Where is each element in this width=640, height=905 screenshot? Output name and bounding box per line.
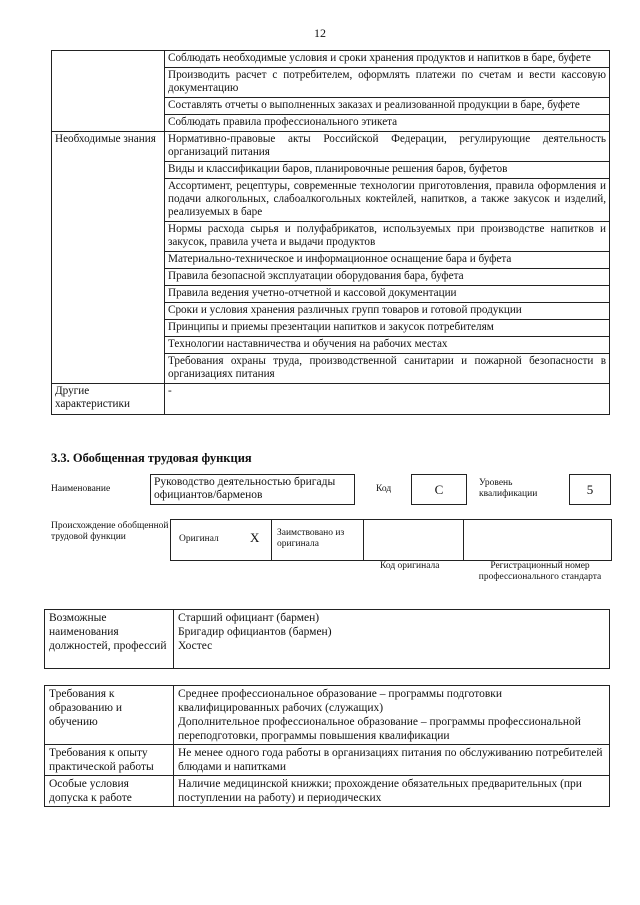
other-characteristics-label: Другие характеристики <box>52 384 165 415</box>
positions-table <box>44 609 610 669</box>
other-characteristics-value: - <box>165 384 610 415</box>
knowledge-label: Необходимые знания <box>52 132 165 384</box>
knowledge-row: Виды и классификации баров, планировочные решения баров, буфетов <box>165 162 610 179</box>
divider <box>463 520 464 560</box>
knowledge-row: Нормативно-правовые акты Российской Федерации, регулирующие деятельность организаций питания <box>165 132 610 162</box>
divider <box>363 520 364 560</box>
experience-label: Требования к опыту практической работы <box>45 745 174 776</box>
empty-label-cell <box>52 51 165 132</box>
skill-row: Составлять отчеты о выполненных заказах и реализованной продукции в баре, буфете <box>165 98 610 115</box>
education-line: Среднее профессиональное образование – программы подготовки квалифицированных рабочих (служащих) <box>178 688 503 714</box>
code-label: Код <box>376 484 392 494</box>
skills-knowledge-table <box>51 50 610 415</box>
level-label: Уровень квалификации <box>479 478 538 499</box>
admission-value: Наличие медицинской книжки; прохождение обязательных предварительных (при поступлении на работу) и периодических <box>174 776 610 807</box>
page-number: 12 <box>314 26 326 40</box>
origin-box <box>170 519 612 561</box>
position-item: Хостес <box>178 640 213 652</box>
position-item: Старший официант (бармен) <box>178 612 320 624</box>
name-value: Руководство деятельностью бригады официантов/барменов <box>150 474 355 505</box>
reg-number-label: Регистрационный номер профессионального стандарта <box>478 561 602 582</box>
positions-values <box>174 610 610 669</box>
knowledge-row: Материально-техническое и информационное оснащение бара и буфета <box>165 252 610 269</box>
original-mark: X <box>250 530 260 545</box>
knowledge-row: Требования охраны труда, производственной санитарии и пожарной безопасности в организациях питания <box>165 354 610 384</box>
position-item: Бригадир официантов (бармен) <box>178 626 332 638</box>
name-label: Наименование <box>51 484 111 494</box>
positions-label: Возможные наименования должностей, профессий <box>45 610 174 669</box>
requirements-table <box>44 685 610 807</box>
origin-label: Происхождение обобщенной трудовой функции <box>51 521 169 542</box>
knowledge-row: Ассортимент, рецептуры, современные технологии приготовления, правила оформления и подачи алкогольных, слабоалкогольных коктейлей, напитков, а также закусок и изделий, реализуемых в баре <box>165 179 610 222</box>
borrowed-label: Заимствовано из оригинала <box>277 528 345 549</box>
skill-row: Соблюдать правила профессионального этикета <box>165 115 610 132</box>
education-line: Дополнительное профессиональное образование – программы профессиональной переподготовки, программы повышения квалификации <box>178 716 581 742</box>
level-value: 5 <box>569 474 611 505</box>
knowledge-row: Принципы и приемы презентации напитков и закусок потребителям <box>165 320 610 337</box>
education-label: Требования к образованию и обучению <box>45 686 174 745</box>
education-value <box>174 686 610 745</box>
code-original-label: Код оригинала <box>380 561 440 571</box>
original-label: Оригинал <box>179 534 219 544</box>
skill-row: Соблюдать необходимые условия и сроки хранения продуктов и напитков в баре, буфете <box>165 51 610 68</box>
skill-row: Производить расчет с потребителем, оформлять платежи по счетам и вести кассовую документацию <box>165 68 610 98</box>
knowledge-row: Сроки и условия хранения различных групп товаров и готовой продукции <box>165 303 610 320</box>
code-value: C <box>411 474 467 505</box>
experience-value: Не менее одного года работы в организациях питания по обслуживанию потребителей блюдами и напитками <box>174 745 610 776</box>
section-title: 3.3. Обобщенная трудовая функция <box>51 451 252 465</box>
knowledge-row: Нормы расхода сырья и полуфабрикатов, используемых при производстве напитков и закусок, правила учета и выдачи продуктов <box>165 222 610 252</box>
knowledge-row: Правила безопасной эксплуатации оборудования бара, буфета <box>165 269 610 286</box>
admission-label: Особые условия допуска к работе <box>45 776 174 807</box>
knowledge-row: Технологии наставничества и обучения на рабочих местах <box>165 337 610 354</box>
knowledge-row: Правила ведения учетно-отчетной и кассовой документации <box>165 286 610 303</box>
divider <box>271 520 272 560</box>
